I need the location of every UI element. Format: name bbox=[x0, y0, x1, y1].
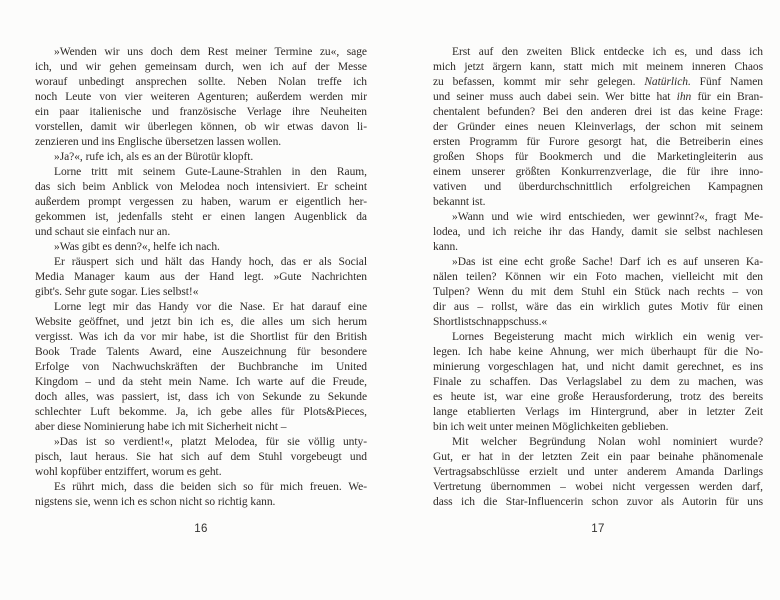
page-17-text-block bbox=[433, 45, 763, 510]
text-line: gibt's. Sehr gute sogar. Lies selbst!« bbox=[35, 286, 199, 298]
text-line: es heute ist, war eine große Herausforderung, trotz des bereits bbox=[433, 391, 763, 403]
text-line: zenzieren und ins Englische übersetzen lassen wollen. bbox=[35, 136, 282, 148]
text-line: großen Shops für Bookmerch und die Marketingleiterin aus bbox=[433, 151, 763, 163]
text-line: gekommen ist, jedenfalls steht er einen langen Augenblick da bbox=[35, 211, 367, 223]
text-line: Vertretung übernommen – wobei nicht vergessen werden darf, bbox=[433, 481, 763, 493]
text-line: legen. Ich habe keine Ahnung, wer mich überhaupt für die No- bbox=[433, 346, 763, 358]
text-line: Finale zu schaffen. Das Verlagslabel zu dem zu machen, was bbox=[433, 376, 763, 388]
text-line: Tulpen? Wenn du mit dem Stuhl ein Stück nach rechts – von bbox=[433, 286, 763, 298]
text-line: Es rührt mich, dass die beiden sich so für mich freuen. We- bbox=[54, 481, 367, 493]
text-line: »Ja?«, rufe ich, als es an der Bürotür klopft. bbox=[54, 151, 254, 163]
text-line: vergisst. Was ich da vor mir habe, ist die Shortlist für den British bbox=[35, 331, 367, 343]
text-line: Lorne legt mir das Handy vor die Nase. Er hat darauf eine bbox=[54, 301, 367, 313]
text-line: außerdem prompt vergessen zu haben, warum er eigentlich her- bbox=[35, 196, 367, 208]
text-line: das sich beim Anblick von Melodea noch intensiviert. Er scheint bbox=[35, 181, 367, 193]
text-line: ein paar italienische und französische Verlage ihre Neuheiten bbox=[35, 106, 367, 118]
text-line: und seiner muss auch dabei sein. Wer bitte hat ihn für ein Bran- bbox=[433, 91, 763, 103]
text-line: ersten Programm für Furore gesorgt hat, die Betreiberin eines bbox=[433, 136, 763, 148]
page-16-text-block bbox=[35, 45, 367, 510]
book-page-left bbox=[35, 0, 367, 600]
text-line: Website geöffnet, und jetzt bin ich es, die alles um sich herum bbox=[35, 316, 367, 328]
text-line: Media Manager kaum aus der Hand legt. »Gute Nachrichten bbox=[35, 271, 367, 283]
text-line: vorstellen, damit wir überlegen können, ob wir etwas davon li- bbox=[35, 121, 367, 133]
text-line: Er räuspert sich und hält das Handy hoch, das er als Social bbox=[54, 256, 367, 268]
text-line: »Das ist eine echt große Sache! Darf ich es auf unseren Ka- bbox=[452, 256, 763, 268]
text-line: Mit welcher Begründung Nolan wohl nominiert wurde? bbox=[452, 436, 763, 448]
text-line: ich, und wir gehen gemeinsam durch, wen ich auf der Messe bbox=[35, 61, 367, 73]
text-line: kann. bbox=[433, 241, 458, 253]
text-line: lodea, und ich reiche ihr das Handy, damit sie selbst nachlesen bbox=[433, 226, 763, 238]
text-line: Lornes Begeisterung macht mich wirklich ein wenig ver- bbox=[452, 331, 763, 343]
book-page-right bbox=[433, 0, 763, 600]
text-line: Erst auf den zweiten Blick entdecke ich es, und dass ich bbox=[452, 46, 763, 58]
text-line: der Gründer eines neuen Kleinverlags, der schon mit seinem bbox=[433, 121, 763, 133]
text-line: mich jetzt ärgern kann, statt mich mit meinem inneren Chaos bbox=[433, 61, 763, 73]
text-line: doch alles, was passiert, ist, dass ich von Sekunde zu Sekunde bbox=[35, 391, 367, 403]
text-line: zu befassen, kommt mir sehr gelegen. Natürlich. Fünf Namen bbox=[433, 76, 763, 88]
text-line: dass ich die Star-Influencerin schon zuvor als Autorin für uns bbox=[433, 496, 763, 508]
text-line: worauf unbedingt ansprechen sollte. Neben Nolan treffe ich bbox=[35, 76, 367, 88]
text-line: einem unserer größten Konkurrenzverlage, die für ihre inno- bbox=[433, 166, 763, 178]
text-line: dir aus – rollst, wäre das ein wirklich gutes Motiv für einen bbox=[433, 301, 763, 313]
page-number: 17 bbox=[591, 523, 605, 535]
text-line: Book Trade Talents Award, eine Auszeichnung für besondere bbox=[35, 346, 367, 358]
text-line: chentalent befunden? Bei den anderen drei ist das keine Frage: bbox=[433, 106, 763, 118]
text-line: Kingdom – und da steht mein Name. Ich warte auf die Freude, bbox=[35, 376, 367, 388]
text-line: schlechter Luft bekomme. Ja, ich gebe alles für Plots&Pieces, bbox=[35, 406, 367, 418]
text-line: Vertragsabschlüsse erzielt und unter anderem Amanda Darlings bbox=[433, 466, 763, 478]
text-line: bekannt ist. bbox=[433, 196, 486, 208]
text-line: lange etablierten Verlags im Hintergrund, aber in letzter Zeit bbox=[433, 406, 763, 418]
text-line: nigstens sie, wenn ich es schon nicht so richtig kann. bbox=[35, 496, 276, 508]
text-line: bin ich weit unter meinen Möglichkeiten geblieben. bbox=[433, 421, 669, 433]
text-line: Erfolge von Nachwuchskräften der Buchbranche im United bbox=[35, 361, 367, 373]
text-line: wohl kopfüber entziffert, worum es geht. bbox=[35, 466, 222, 478]
text-line: Shortlistschnappschuss.« bbox=[433, 316, 548, 328]
text-line: minierung vorgeschlagen hat, und nicht damit gerechnet, es ins bbox=[433, 361, 763, 373]
text-line: Lorne tritt mit seinem Gute-Laune-Strahlen in den Raum, bbox=[54, 166, 367, 178]
text-line: noch Leute von vier weiteren Agenturen; außerdem werden mir bbox=[35, 91, 367, 103]
text-line: »Wann und wie wird entschieden, wer gewinnt?«, fragt Me- bbox=[452, 211, 763, 223]
text-line: aber diese Nominierung habe ich mit Sicherheit nicht – bbox=[35, 421, 287, 433]
text-line: und schaut sie einfach nur an. bbox=[35, 226, 171, 238]
text-line: Gut, er hat in der letzten Zeit ein paar beinahe phänomenale bbox=[433, 451, 763, 463]
text-line: »Wenden wir uns doch dem Rest meiner Termine zu«, sage bbox=[54, 46, 367, 58]
text-line: »Was gibt es denn?«, helfe ich nach. bbox=[54, 241, 220, 253]
text-line: nälen teilen? Können wir ein Foto machen, vielleicht mit den bbox=[433, 271, 763, 283]
text-line: vativen und überdurchschnittlich erfolgreichen Kampagnen bbox=[433, 181, 763, 193]
page-number: 16 bbox=[194, 523, 208, 535]
text-line: »Das ist so verdient!«, platzt Melodea, für sie völlig unty- bbox=[54, 436, 367, 448]
text-line: pisch, laut heraus. Sie hat sich auf dem Stuhl vorgebeugt und bbox=[35, 451, 367, 463]
